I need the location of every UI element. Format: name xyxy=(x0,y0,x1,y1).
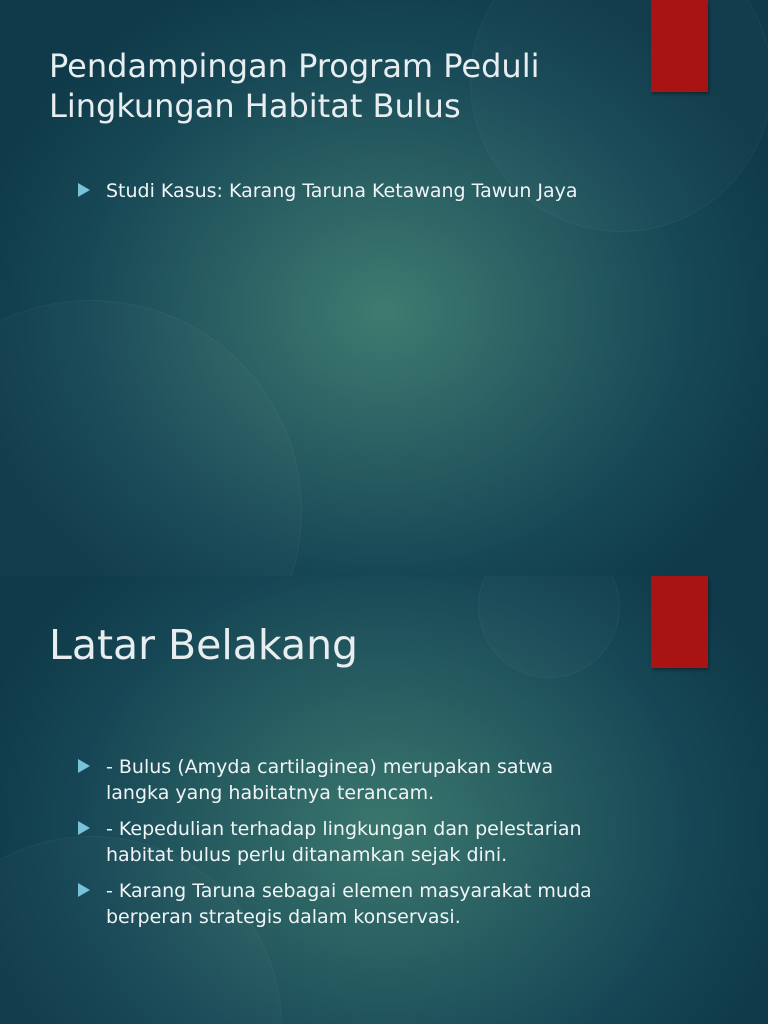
triangle-bullet-icon xyxy=(78,183,90,197)
slide-title: Latar Belakang xyxy=(49,621,359,669)
triangle-bullet-icon xyxy=(78,821,90,835)
bullet-list xyxy=(78,754,608,940)
bullet-text: - Bulus (Amyda cartilaginea) merupakan satwa langka yang habitatnya terancam. xyxy=(106,756,554,804)
bullet-text: Studi Kasus: Karang Taruna Ketawang Tawun Jaya xyxy=(106,180,578,202)
accent-bar xyxy=(651,0,708,92)
slide-2 xyxy=(0,576,768,1024)
list-item xyxy=(78,816,608,868)
accent-bar xyxy=(651,576,708,668)
bullet-text: - Karang Taruna sebagai elemen masyarakat muda berperan strategis dalam konservasi. xyxy=(106,880,592,928)
list-item xyxy=(78,878,608,930)
list-item xyxy=(78,178,608,204)
decorative-circle xyxy=(478,576,620,678)
triangle-bullet-icon xyxy=(78,759,90,773)
triangle-bullet-icon xyxy=(78,883,90,897)
list-item xyxy=(78,754,608,806)
bullet-text: - Kepedulian terhadap lingkungan dan pelestarian habitat bulus perlu ditanamkan sejak dini. xyxy=(106,818,582,866)
decorative-circle xyxy=(0,300,302,576)
bullet-list xyxy=(78,178,608,214)
slide-title: Pendampingan Program Peduli Lingkungan Habitat Bulus xyxy=(49,47,540,125)
